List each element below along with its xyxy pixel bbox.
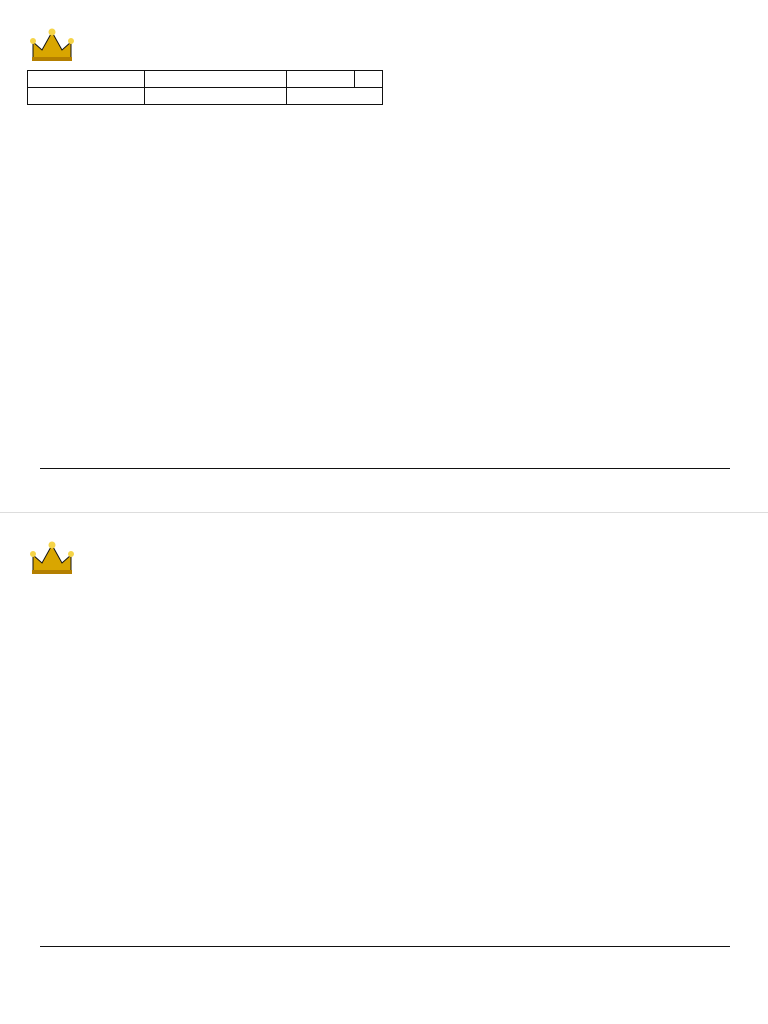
question-40 [407, 661, 753, 669]
question-34 [407, 602, 753, 610]
question-2 [32, 136, 378, 144]
question-42 [407, 679, 753, 687]
question-5 [32, 172, 378, 180]
worksheet-page-2 [0, 512, 768, 1024]
question-33 [407, 592, 753, 600]
question-38 [407, 644, 753, 652]
left-column-page-1 [32, 118, 378, 204]
question-45 [407, 706, 753, 714]
subject-cell [145, 71, 287, 88]
question-26 [68, 643, 414, 651]
question-41 [407, 670, 753, 678]
question-24 [68, 623, 414, 631]
question-37 [407, 635, 753, 643]
right-column-page-1 [403, 70, 749, 179]
question-35 [407, 612, 753, 620]
question-10 [403, 91, 749, 99]
right-column-page-2 [407, 571, 753, 714]
question-6 [32, 184, 378, 192]
question-18 [403, 169, 749, 177]
question-11 [403, 100, 749, 108]
question-25 [68, 633, 414, 641]
question-12 [403, 110, 749, 118]
page-2-footer [40, 946, 730, 947]
crown-icon [28, 28, 76, 64]
question-16 [403, 150, 749, 158]
question-36 [407, 626, 753, 634]
question-13 [403, 120, 749, 128]
student-info-table [27, 70, 383, 105]
question-32 [407, 582, 753, 590]
name-cell [28, 71, 145, 88]
time-cell [145, 88, 287, 105]
score-cell [287, 88, 383, 105]
question-43 [407, 688, 753, 696]
question-21 [68, 593, 414, 601]
question-8 [403, 71, 749, 79]
question-28 [68, 662, 414, 670]
question-20 [68, 583, 414, 591]
question-4 [32, 160, 378, 168]
date-cell [287, 71, 355, 88]
question-29 [68, 672, 414, 680]
question-19 [68, 573, 414, 581]
page-1-footer [40, 468, 730, 469]
question-30 [68, 682, 414, 690]
question-3 [32, 148, 378, 156]
note-cell [355, 71, 383, 88]
question-7 [32, 194, 378, 202]
question-15 [403, 140, 749, 148]
crown-brain-logo [28, 28, 248, 66]
question-1 [32, 124, 378, 132]
question-39 [407, 653, 753, 661]
question-27 [68, 653, 414, 661]
question-17 [403, 159, 749, 167]
question-9 [403, 81, 749, 89]
question-44 [407, 697, 753, 705]
class-cell [28, 88, 145, 105]
left-column-page-2 [68, 571, 414, 692]
question-31 [407, 572, 753, 580]
question-14 [403, 130, 749, 138]
question-22 [68, 603, 414, 611]
question-23 [68, 613, 414, 621]
